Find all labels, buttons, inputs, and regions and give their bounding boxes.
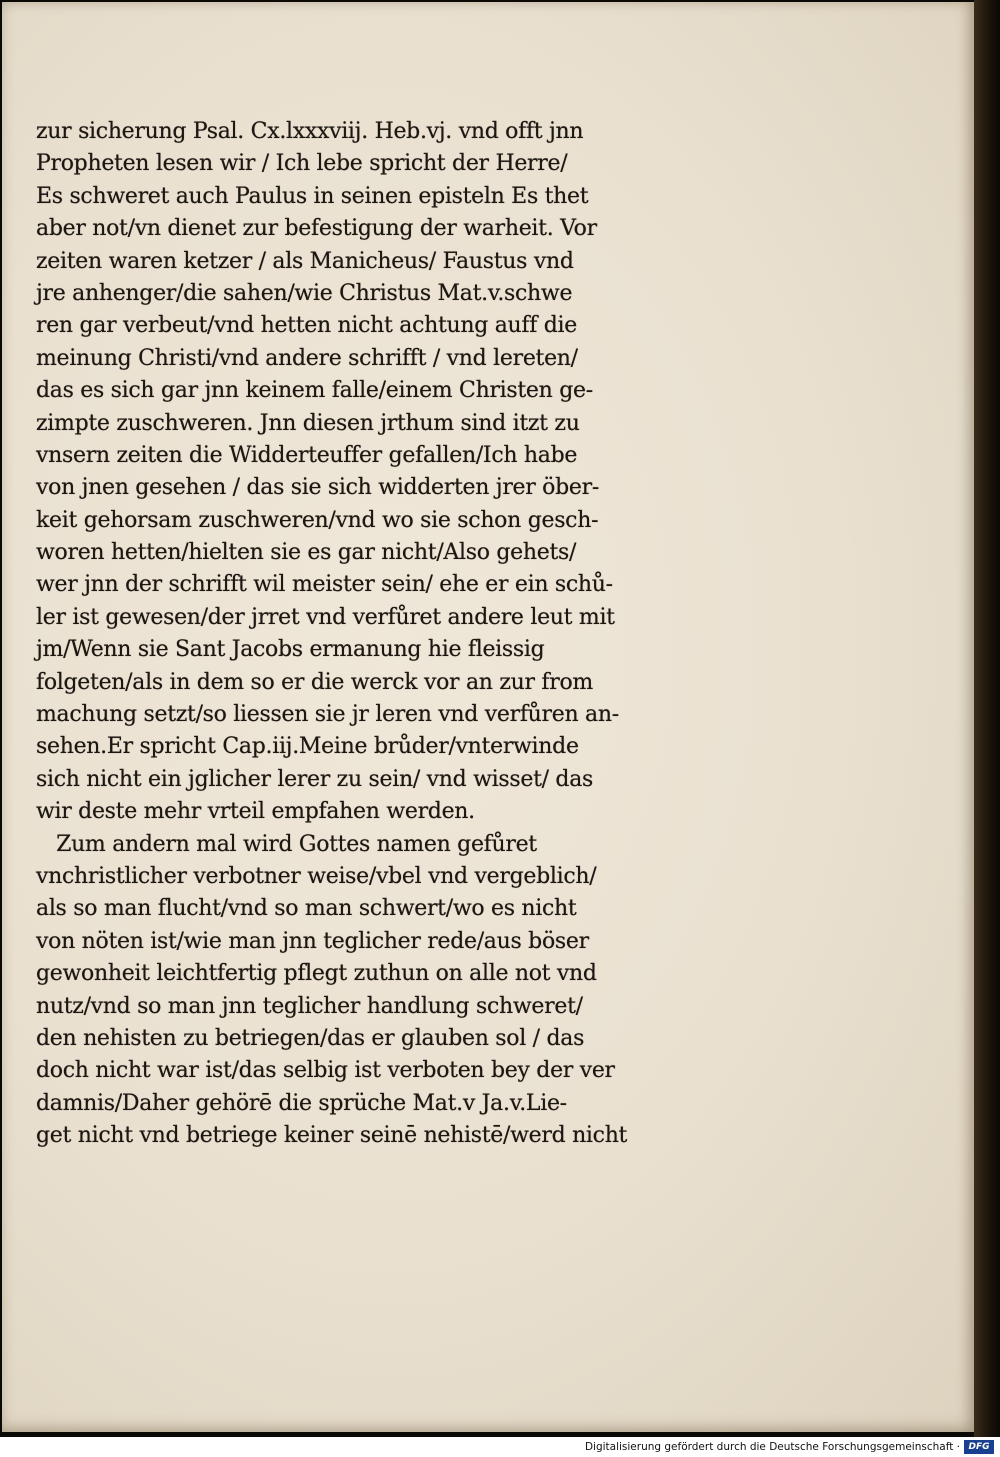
- text-line: woren hetten/hielten sie es gar nicht/Also gehets/: [36, 540, 577, 566]
- text-line: doch nicht war ist/das selbig ist verboten bey der ver: [36, 1058, 615, 1084]
- text-line: ler ist gewesen/der jrret vnd verfůret andere leut mit: [36, 604, 615, 630]
- text-line: von nöten ist/wie man jnn teglicher rede/aus böser: [36, 928, 589, 954]
- text-line: keit gehorsam zuschweren/vnd wo sie schon gesch-: [36, 507, 599, 533]
- funding-credit: Digitalisierung gefördert durch die Deutsche Forschungsgemeinschaft ·: [584, 1441, 960, 1453]
- text-line: zimpte zuschweren. Jnn diesen jrthum sind itzt zu: [36, 410, 580, 436]
- dfg-logo: DFG: [964, 1440, 994, 1454]
- text-line: das es sich gar jnn keinem falle/einem Christen ge-: [36, 378, 593, 404]
- text-line: zur sicherung Psal. Cx.lxxxviij. Heb.vj. vnd offt jnn: [36, 119, 584, 144]
- text-line: nutz/vnd so man jnn teglicher handlung schweret/: [36, 993, 583, 1019]
- text-line: zeiten waren ketzer / als Manicheus/ Faustus vnd: [36, 248, 574, 274]
- text-line: gewonheit leichtfertig pflegt zuthun on alle not vnd: [36, 961, 597, 987]
- text-line: den nehisten zu betriegen/das er glauben sol / das: [36, 1025, 585, 1051]
- text-line: wir deste mehr vrteil empfahen werden.: [36, 799, 475, 825]
- text-line: wer jnn der schrifft wil meister sein/ ehe er ein schů-: [36, 572, 613, 598]
- text-line: als so man flucht/vnd so man schwert/wo es nicht: [36, 896, 577, 922]
- text-line: meinung Christi/vnd andere schrifft / vnd lereten/: [36, 345, 578, 371]
- text-line: folgeten/als in dem so er die werck vor an zur from: [36, 669, 593, 695]
- text-line: vnchristlicher verbotner weise/vbel vnd vergeblich/: [36, 863, 597, 889]
- text-line: Propheten lesen wir / Ich lebe spricht der Herre/: [36, 151, 568, 177]
- digitization-footer: [0, 1437, 1000, 1457]
- text-line: sehen.Er spricht Cap.iij.Meine brůder/vnterwinde: [36, 734, 579, 760]
- text-line: machung setzt/so liessen sie jr leren vnd verfůren an-: [36, 702, 619, 728]
- text-line: Es schweret auch Paulus in seinen episteln Es thet: [36, 183, 589, 209]
- text-line: sich nicht ein jglicher lerer zu sein/ vnd wisset/ das: [36, 766, 594, 792]
- text-line: Zum andern mal wird Gottes namen gefůret: [36, 831, 537, 857]
- text-line: jre anhenger/die sahen/wie Christus Mat.v.schwe: [36, 280, 573, 306]
- text-line: damnis/Daher gehörē die sprüche Mat.v Ja.v.Lie-: [36, 1090, 567, 1116]
- book-page: [2, 2, 974, 1432]
- page-text: [36, 116, 726, 1153]
- text-line: vnsern zeiten die Widderteuffer gefallen/Ich habe: [36, 442, 578, 468]
- text-line: aber not/vn dienet zur befestigung der warheit. Vor: [36, 216, 597, 242]
- text-line: von jnen gesehen / das sie sich widderten jrer öber-: [36, 475, 599, 501]
- text-line: ren gar verbeut/vnd hetten nicht achtung auff die: [36, 313, 578, 339]
- text-line: jm/Wenn sie Sant Jacobs ermanung hie fleissig: [36, 637, 545, 663]
- text-line: get nicht vnd betriege keiner seinē nehistē/werd nicht: [36, 1123, 628, 1149]
- book-edge: [974, 0, 1000, 1437]
